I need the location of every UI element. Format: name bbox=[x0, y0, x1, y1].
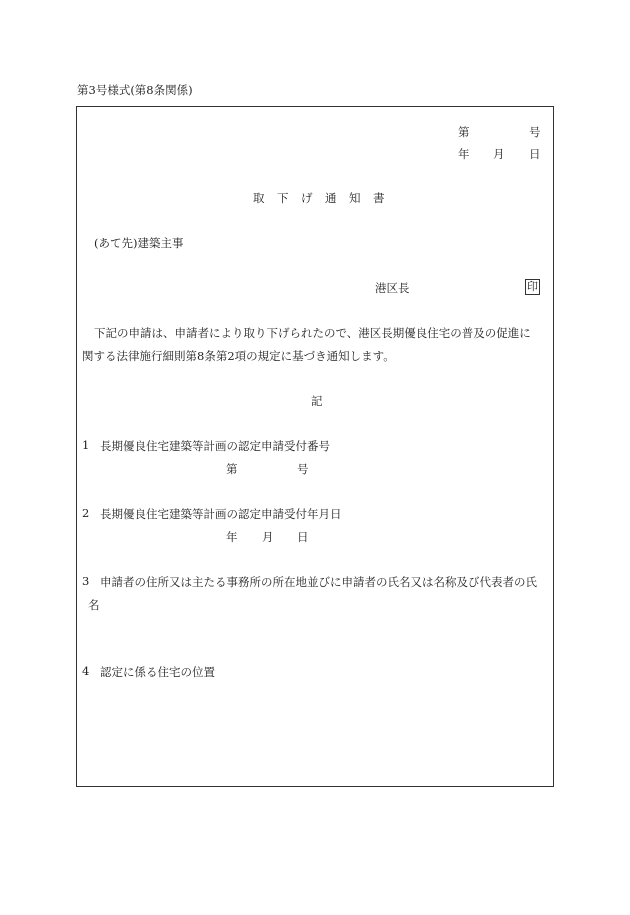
header-date-year: 年 bbox=[458, 147, 470, 161]
item-2-day: 日 bbox=[297, 530, 309, 544]
body-line-1: 下記の申請は、申請者により取り下げられたので、港区長期優良住宅の普及の促進に bbox=[94, 326, 531, 340]
title-char: げ bbox=[301, 191, 313, 205]
header-date-month: 月 bbox=[493, 147, 505, 161]
item-label: 長期優良住宅建築等計画の認定申請受付年月日 bbox=[100, 507, 342, 521]
item-2-month: 月 bbox=[262, 530, 274, 544]
item-1-dai: 第 bbox=[226, 462, 238, 476]
body-line-2: 関する法律施行細則第8条第2項の規定に基づき通知します。 bbox=[82, 349, 395, 363]
title-char: 取 bbox=[253, 191, 265, 205]
addressee: (あて先)建築主事 bbox=[94, 236, 184, 250]
title-char: 下 bbox=[277, 191, 289, 205]
item-label: 長期優良住宅建築等計画の認定申請受付番号 bbox=[100, 439, 330, 453]
item-number: 2 bbox=[82, 506, 90, 520]
item-1-go: 号 bbox=[297, 462, 309, 476]
item-label: 認定に係る住宅の位置 bbox=[100, 665, 215, 679]
issuer-name: 港区長 bbox=[375, 281, 410, 295]
title-char: 知 bbox=[349, 191, 361, 205]
header-number-dai: 第 bbox=[458, 125, 470, 139]
item-2-year: 年 bbox=[226, 530, 238, 544]
item-number: 1 bbox=[82, 438, 90, 452]
item-number: 4 bbox=[82, 664, 90, 678]
header-number-go: 号 bbox=[529, 125, 541, 139]
form-number: 第3号様式(第8条関係) bbox=[77, 83, 193, 97]
item-label-continued: 名 bbox=[88, 598, 100, 612]
title-char: 書 bbox=[373, 191, 385, 205]
title-char: 通 bbox=[325, 191, 337, 205]
ki-heading: 記 bbox=[311, 394, 323, 408]
seal-mark: 印 bbox=[527, 280, 538, 293]
header-date-day: 日 bbox=[529, 147, 541, 161]
item-number: 3 bbox=[82, 574, 90, 588]
item-label: 申請者の住所又は主たる事務所の所在地並びに申請者の氏名又は名称及び代表者の氏 bbox=[100, 575, 537, 589]
